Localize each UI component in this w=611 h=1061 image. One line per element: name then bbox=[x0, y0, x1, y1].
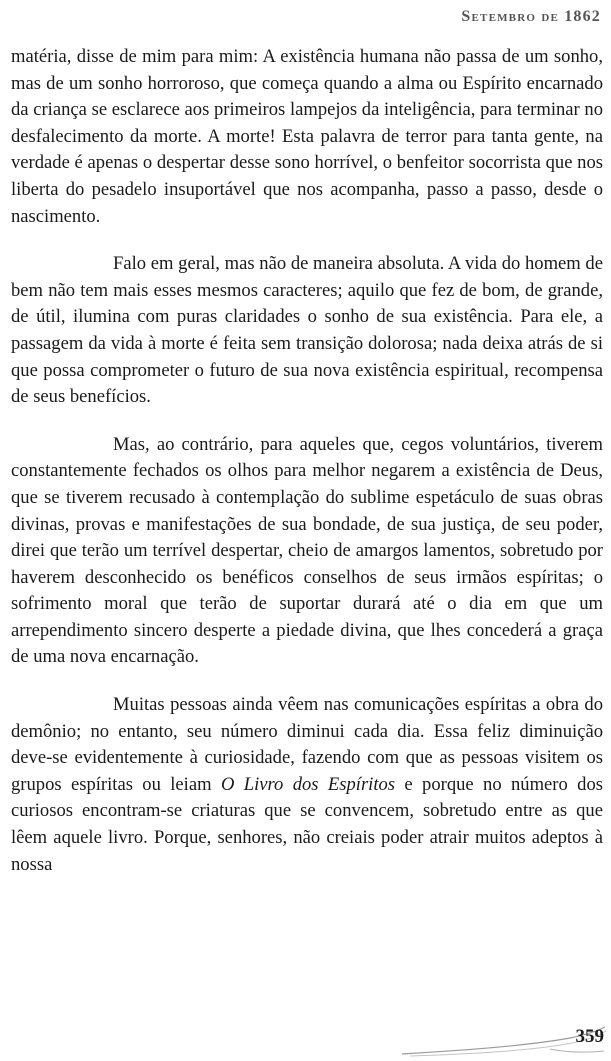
paragraph-3: Mas, ao contrário, para aqueles que, cegos voluntários, tiverem constantemente fechados os olhos para melhor negarem a existência de Deus, que se tiverem recusado à contemplação do sublime espetáculo de suas obras divinas, provas e manifestações de sua bondade, de sua justiça, de seu poder, direi que terão um terrível despertar, cheio de amargos lamentos, sobretudo por haverem desconhecido os benéficos conselhos de seus irmãos espíritas; o sofrimento moral que terão de suportar durará até o dia em que um arrependimento sincero desperte a piedade divina, que lhes concederá a graça de uma nova encarnação. bbox=[11, 433, 603, 668]
page-number: 359 bbox=[575, 1026, 604, 1047]
paragraph-4-text-before: Muitas pessoas ainda vêem nas comunicações espíritas a obra do demônio; no entanto, seu número diminui cada dia. Essa feliz diminuição deve-se evidentemente à curiosidade, fazendo com que as pessoas visitem os grupos espíritas ou leiam bbox=[11, 694, 603, 795]
running-header: Setembro de 1862 bbox=[461, 8, 601, 25]
paragraph-4-text-after: e porque no número dos curiosos encontram-se criaturas que se convencem, sobretudo entre as que lêem aquele livro. Porque, senhores, não creiais poder atrair muitos adeptos à nossa bbox=[11, 773, 603, 875]
paragraph-4 bbox=[11, 692, 603, 878]
page-footer bbox=[400, 1018, 608, 1058]
book-title: O Livro dos Espíritos bbox=[220, 773, 396, 795]
paragraph-2: Falo em geral, mas não de maneira absoluta. A vida do homem de bem não tem mais esses mesmos caracteres; aquilo que fez de bom, de grande, de útil, ilumina com puras claridades o sonho de sua existência. Para ele, a passagem da vida à morte é feita sem transição dolorosa; nada deixa atrás de si que possa comprometer o futuro de sua nova existência espiritual, recompensa de seus benefícios. bbox=[11, 253, 603, 408]
page-body bbox=[11, 44, 603, 878]
paragraph-1: matéria, disse de mim para mim: A existência humana não passa de um sonho, mas de um sonho horroroso, que começa quando a alma ou Espírito encarnado da criança se esclarece aos primeiros lampejos da inteligência, para terminar no desfalecimento da morte. A morte! Esta palavra de terror para tanta gente, na verdade é apenas o despertar desse sono horrível, o benfeitor socorrista que nos liberta do pesadelo insuportável que nos acompanha, passo a passo, desde o nascimento. bbox=[11, 46, 603, 227]
